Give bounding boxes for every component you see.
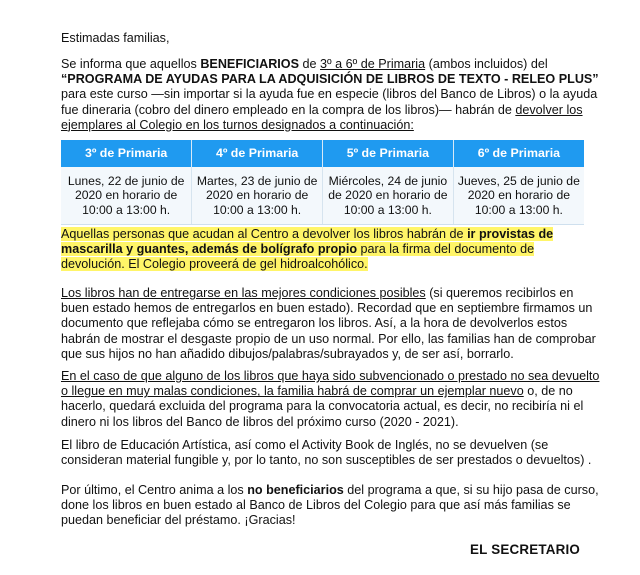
closing-text-3: del programa a que, si su hijo pasa de curso, done los libros en buen estado al Banco de Libros del Colegio para que así más familias se puedan beneficiar del préstamo. ¡Gracias! (61, 483, 599, 528)
condition-lead: Los libros han de entregarse en las mejores condiciones posibles (61, 286, 426, 300)
condition-text: (si queremos recibirlos en buen estado hemos de entregarlos en buen estado). Recordad que en septiembre firmamos un documento que reflejaba cómo se entregaron los libros. Así, a la hora de devolverlos estos habrán de mostrar el desgaste propio de un uso normal. Por ello, las familias han de comprobar que sus hijos no han añadido dibujos/palabras/subrayados y, de ser así, borrarlo. (61, 286, 596, 361)
signature: EL SECRETARIO (470, 542, 580, 557)
condition-paragraph (61, 286, 601, 362)
schedule-table (61, 140, 584, 225)
schedule-row (61, 167, 584, 225)
grades-range: 3º a 6º de Primaria (320, 57, 426, 71)
grade-header: 5º de Primaria (323, 140, 454, 167)
intro-paragraph (61, 57, 601, 133)
safety-notice (61, 227, 601, 273)
program-name: “PROGRAMA DE AYUDAS PARA LA ADQUISICIÓN DE LIBROS DE TEXTO - RELEO PLUS” (61, 72, 599, 87)
schedule-cell: Lunes, 22 de junio de 2020 en horario de 10:00 a 13:00 h. (61, 167, 192, 225)
greeting: Estimadas familias, (61, 31, 170, 45)
intro-text-7: para este curso —sin importar si la ayuda fue en especie (libros del Banco de Libros) o la ayuda fue dineraria (cobro del dinero empleado en la compra de los libros)— habrán de (61, 87, 598, 117)
grade-header: 4º de Primaria (192, 140, 323, 167)
schedule-cell: Jueves, 25 de junio de 2020 en horario de 10:00 a 13:00 h. (453, 167, 584, 225)
damage-lead: En el caso de que alguno de los libros que haya sido subvencionado o prestado no sea devuelto o llegue en muy malas condiciones, la familia habrá de comprar un ejemplar nuevo (61, 369, 600, 399)
no-beneficiarios-label: no beneficiarios (247, 483, 344, 497)
safety-text-3: para la firma del documento de devolución. El Colegio proveerá de gel hidroalcohólico. (61, 242, 535, 272)
closing-paragraph (61, 483, 601, 529)
intro-text-1: Se informa que aquellos (61, 57, 201, 71)
closing-text-1: Por último, el Centro anima a los (61, 483, 248, 497)
intro-text-3: de (299, 57, 321, 71)
grade-header: 3º de Primaria (61, 140, 192, 167)
schedule-cell: Miércoles, 24 de junio de 2020 en horario de 10:00 a 13:00 h. (323, 167, 454, 225)
schedule-cell: Martes, 23 de junio de 2020 en horario de 10:00 a 13:00 h. (192, 167, 323, 225)
beneficiarios-label: BENEFICIARIOS (200, 57, 299, 71)
damage-paragraph (61, 369, 601, 430)
damage-text: o, de no hacerlo, quedará excluida del programa para la convocatoria actual, es decir, no recibiría ni el dinero ni los libros del Banco de libros del próximo curso (2020 - 2021). (61, 384, 584, 429)
grade-header: 6º de Primaria (453, 140, 584, 167)
intro-text-5: (ambos incluidos) del (425, 57, 548, 71)
safety-requirements: ir provistas de mascarilla y guantes, además de bolígrafo propio (61, 227, 554, 257)
return-instruction: devolver los ejemplares al Colegio en los turnos designados a continuación: (61, 102, 583, 132)
art-book-paragraph: El libro de Educación Artística, así como el Activity Book de Inglés, no se devuelven (se consideran material fungible y, por lo tanto, no son susceptibles de ser prestados o devueltos) . (61, 438, 592, 468)
schedule-header-row (61, 140, 584, 167)
safety-text-1: Aquellas personas que acudan al Centro a devolver los libros habrán de (61, 227, 468, 241)
